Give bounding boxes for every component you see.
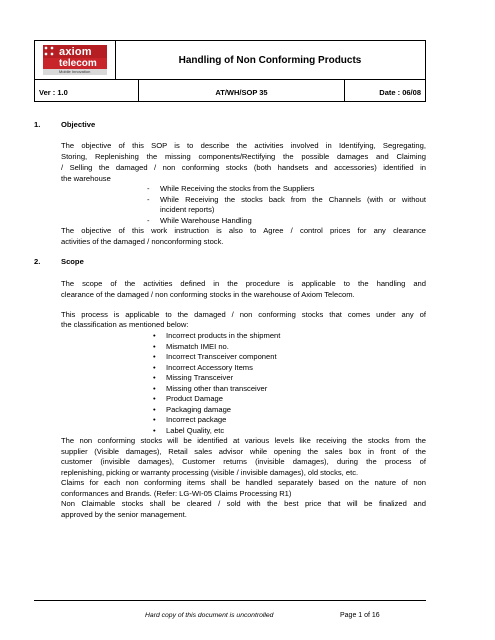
s2-p3-line-3: customer (invisible damages), Customer returns (invisible damages), during the process of xyxy=(61,457,426,466)
header-title-row xyxy=(35,41,425,80)
dash-item-continued: incident reports) xyxy=(160,205,215,214)
list-item: • Incorrect package xyxy=(166,415,226,426)
s1-p1-line-3: / Selling the damaged / non conforming stocks (both handsets and accessories) identified in xyxy=(61,163,426,172)
s2-p2-line-1: This process is applicable to the damaged / non conforming stocks that comes under any of xyxy=(61,310,426,319)
list-item: • Missing other than transceiver xyxy=(166,384,267,395)
s2-p2-line-2: the classification as mentioned below: xyxy=(61,320,189,329)
logo-cell xyxy=(35,41,116,79)
s2-p3-line-4: replenishing, picking or warranty processing (visible / invisible damages), old stocks, etc. xyxy=(61,468,359,477)
dash-item: While Receiving the stocks from the Suppliers xyxy=(160,184,315,193)
dash-item: While Warehouse Handling xyxy=(160,216,252,225)
document-date: Date : 06/08 xyxy=(379,88,421,97)
list-item: • Label Quality, etc xyxy=(166,426,224,437)
s1-p2-line-2: activities of the damaged / nonconforming stock. xyxy=(61,237,224,246)
s2-p3-line-5: Claims for each non conforming items shall be handled separately based on the nature of non xyxy=(61,478,426,487)
axiom-telecom-logo xyxy=(43,45,107,75)
document-id: AT/WH/SOP 35 xyxy=(139,79,345,101)
s2-p3-line-6: conformances and Brands. (Refer: LG-WI-05 Claims Processing R1) xyxy=(61,489,292,498)
s2-p1-line-1: The scope of the activities defined in the procedure is applicable to the handling and xyxy=(61,279,426,288)
logo-sub: telecom xyxy=(43,58,107,69)
list-item: • Missing Transceiver xyxy=(166,373,233,384)
s2-p3-line-1: The non conforming stocks will be identified at various levels like receiving the stocks from the xyxy=(61,436,426,445)
logo-dots-icon xyxy=(43,45,56,58)
footer-note: Hard copy of this document is uncontrolled xyxy=(145,612,274,619)
dash-item: While Receiving the stocks back from the Channels (with or without xyxy=(160,195,426,204)
list-item: • Incorrect Accessory Items xyxy=(166,363,253,374)
s1-p1-line-2: Storing, Replenishing the missing components/Rectifying the possible damages and Claiming xyxy=(61,152,426,161)
page-number: Page 1 of 16 xyxy=(340,612,380,619)
list-item: • Mismatch IMEI no. xyxy=(166,342,229,353)
section-1-title: Objective xyxy=(61,120,96,129)
list-item: • Packaging damage xyxy=(166,405,231,416)
s1-p1-line-1: The objective of this SOP is to describe the activities involved in Identifying, Segregating, xyxy=(61,141,426,150)
logo-tagline: Mobile Innovation xyxy=(43,69,107,75)
list-item: • Product Damage xyxy=(166,394,223,405)
header-meta-row xyxy=(35,79,425,101)
s2-p1-line-2: clearance of the damaged / non conforming stocks in the warehouse of Axiom Telecom. xyxy=(61,290,355,299)
s2-p3-line-7: Non Claimable stocks shall be cleared / sold with the best price that will be finalized and xyxy=(61,499,426,508)
section-2-number: 2. xyxy=(34,257,41,266)
footer-divider xyxy=(34,600,426,601)
s1-p1-line-4: the warehouse xyxy=(61,174,111,183)
version-label: Ver : 1.0 xyxy=(35,79,139,101)
dash-marker: - xyxy=(147,195,150,204)
document-title: Handling of Non Conforming Products xyxy=(178,54,362,66)
section-1-number: 1. xyxy=(34,120,41,129)
list-item: • Incorrect Transceiver component xyxy=(166,352,277,363)
logo-name: axiom xyxy=(59,45,92,58)
s1-p2-line-1: The objective of this work instruction is also to Agree / control prices for any clearance xyxy=(61,226,426,235)
logo-top-band xyxy=(43,45,107,58)
s2-p3-line-8: approved by the senior management. xyxy=(61,510,187,519)
s2-p3-line-2: supplier (Visible damages), Retail sales advisor while opening the sales box in front of the xyxy=(61,447,426,456)
document-header xyxy=(34,40,426,102)
list-item: • Incorrect products in the shipment xyxy=(166,331,280,342)
dash-marker: - xyxy=(147,184,150,193)
section-2-title: Scope xyxy=(61,257,84,266)
dash-marker: - xyxy=(147,216,150,225)
